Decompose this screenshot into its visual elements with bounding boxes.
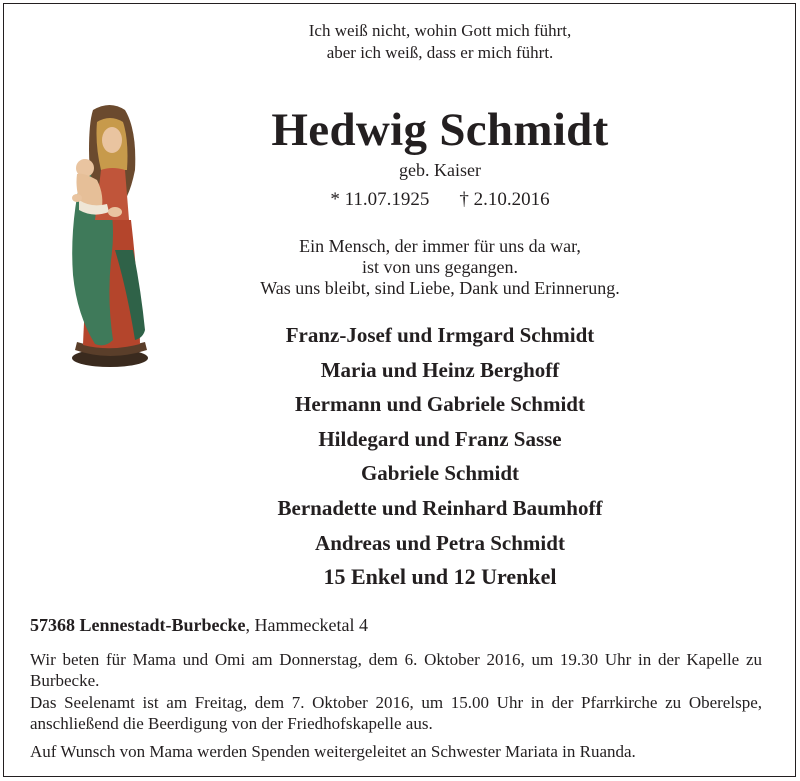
address-city: 57368 Lennestadt-Burbecke bbox=[30, 615, 246, 635]
address bbox=[30, 614, 368, 636]
mourner-entry: Andreas und Petra Schmidt bbox=[315, 530, 565, 555]
deceased-name: Hedwig Schmidt bbox=[271, 104, 609, 156]
verse-line-2: ist von uns gegangen. bbox=[362, 257, 518, 277]
mourner-entry: Bernadette und Reinhard Baumhoff bbox=[277, 495, 603, 520]
verse-line-3: Was uns bleibt, sind Liebe, Dank und Erinnerung. bbox=[260, 278, 620, 298]
motto-line-2: aber ich weiß, dass er mich führt. bbox=[326, 43, 554, 62]
prayer-notice: Wir beten für Mama und Omi am Donnerstag, dem 6. Oktober 2016, um 19.30 Uhr in der Kapelle zu Burbecke. bbox=[30, 650, 762, 690]
mourner-list bbox=[200, 318, 680, 595]
mourner-entry: Hermann und Gabriele Schmidt bbox=[295, 392, 585, 417]
donation-notice: Auf Wunsch von Mama werden Spenden weitergeleitet an Schwester Mariata in Ruanda. bbox=[30, 742, 636, 761]
mourner-entry: Maria und Heinz Berghoff bbox=[320, 357, 560, 382]
death-date: † 2.10.2016 bbox=[459, 189, 550, 210]
life-dates bbox=[218, 188, 662, 212]
mourner-entry: Gabriele Schmidt bbox=[360, 461, 520, 486]
motto bbox=[218, 20, 662, 64]
mourner-entry: Franz-Josef und Irmgard Schmidt bbox=[285, 323, 595, 347]
requiem-notice: Das Seelenamt ist am Freitag, dem 7. Oktober 2016, um 15.00 Uhr in der Pfarrkirche zu Oberelspe, anschließend die Beerdigung von der Friedhofskapelle aus. bbox=[30, 693, 762, 733]
madonna-statue-image bbox=[55, 100, 165, 370]
verse-line-1: Ein Mensch, der immer für uns da war, bbox=[299, 236, 581, 256]
address-street: , Hammecketal 4 bbox=[245, 615, 368, 635]
motto-line-1: Ich weiß nicht, wohin Gott mich führt, bbox=[308, 21, 572, 40]
birth-name: geb. Kaiser bbox=[399, 160, 481, 180]
mourner-entry: Hildegard und Franz Sasse bbox=[318, 426, 562, 451]
mourner-entry: 15 Enkel und 12 Urenkel bbox=[323, 564, 557, 590]
verse bbox=[218, 236, 662, 299]
birth-date: * 11.07.1925 bbox=[330, 189, 430, 210]
